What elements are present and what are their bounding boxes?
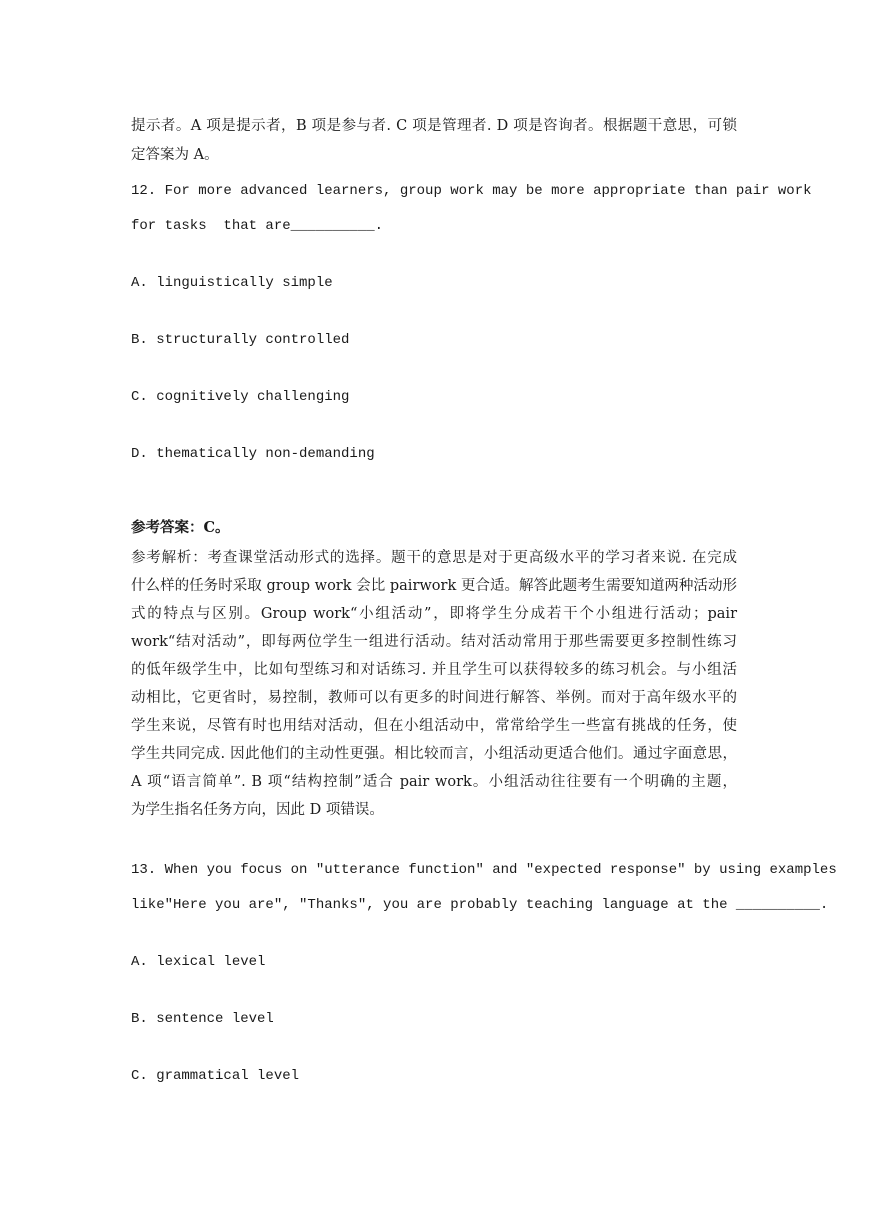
prev-analysis-line-2: 定答案为 A。 [131, 147, 219, 163]
q12-stem-line-2: for tasks that are__________. [131, 218, 384, 234]
q12-analysis-line-10: 为学生指名任务方向，因此 D 项错误。 [131, 802, 384, 818]
q12-option-a: A. linguistically simple [131, 275, 333, 291]
q12-stem-line-1: 12. For more advanced learners, group work may be more appropriate than pair work [131, 183, 812, 199]
q12-analysis-line-1: 参考解析：考查课堂活动形式的选择。题干的意思是对于更高级水平的学习者来说. 在完成 [131, 550, 737, 566]
q12-option-b: B. structurally controlled [131, 332, 350, 348]
q12-analysis-line-9: A 项“语言简单”. B 项“结构控制”适合 pair work。小组活动往往要有一个明确的主题， [131, 774, 737, 790]
q12-analysis-line-4: work“结对活动”，即每两位学生一组进行活动。结对活动常用于那些需要更多控制性练习 [131, 634, 737, 650]
q12-analysis-line-8: 学生共同完成. 因此他们的主动性更强。相比较而言，小组活动更适合他们。通过字面意思， [131, 746, 737, 762]
q12-option-d: D. thematically non-demanding [131, 446, 375, 462]
q12-option-c: C. cognitively challenging [131, 389, 350, 405]
q13-option-a: A. lexical level [131, 954, 266, 970]
q13-stem-line-2: like"Here you are", "Thanks", you are probably teaching language at the __________. [131, 897, 829, 913]
q13-stem-line-1: 13. When you focus on "utterance function" and "expected response" by using examples [131, 862, 837, 878]
q13-option-b: B. sentence level [131, 1011, 274, 1027]
q12-analysis-line-3: 式的特点与区别。Group work“小组活动”，即将学生分成若干个小组进行活动；pair [131, 606, 737, 622]
q12-answer: 参考答案：C。 [131, 519, 230, 536]
prev-analysis-line-1: 提示者。A 项是提示者，B 项是参与者. C 项是管理者. D 项是咨询者。根据题干意思，可锁 [131, 118, 737, 134]
q13-option-c: C. grammatical level [131, 1068, 300, 1084]
q12-analysis-line-7: 学生来说，尽管有时也用结对活动，但在小组活动中，常常给学生一些富有挑战的任务，使 [131, 718, 737, 734]
q12-analysis-line-2: 什么样的任务时采取 group work 会比 pairwork 更合适。解答此题考生需要知道两种活动形 [131, 578, 737, 594]
q12-analysis-line-6: 动相比，它更省时，易控制，教师可以有更多的时间进行解答、举例。而对于高年级水平的 [131, 690, 737, 706]
q12-analysis-line-5: 的低年级学生中，比如句型练习和对话练习. 并且学生可以获得较多的练习机会。与小组活 [131, 662, 737, 678]
